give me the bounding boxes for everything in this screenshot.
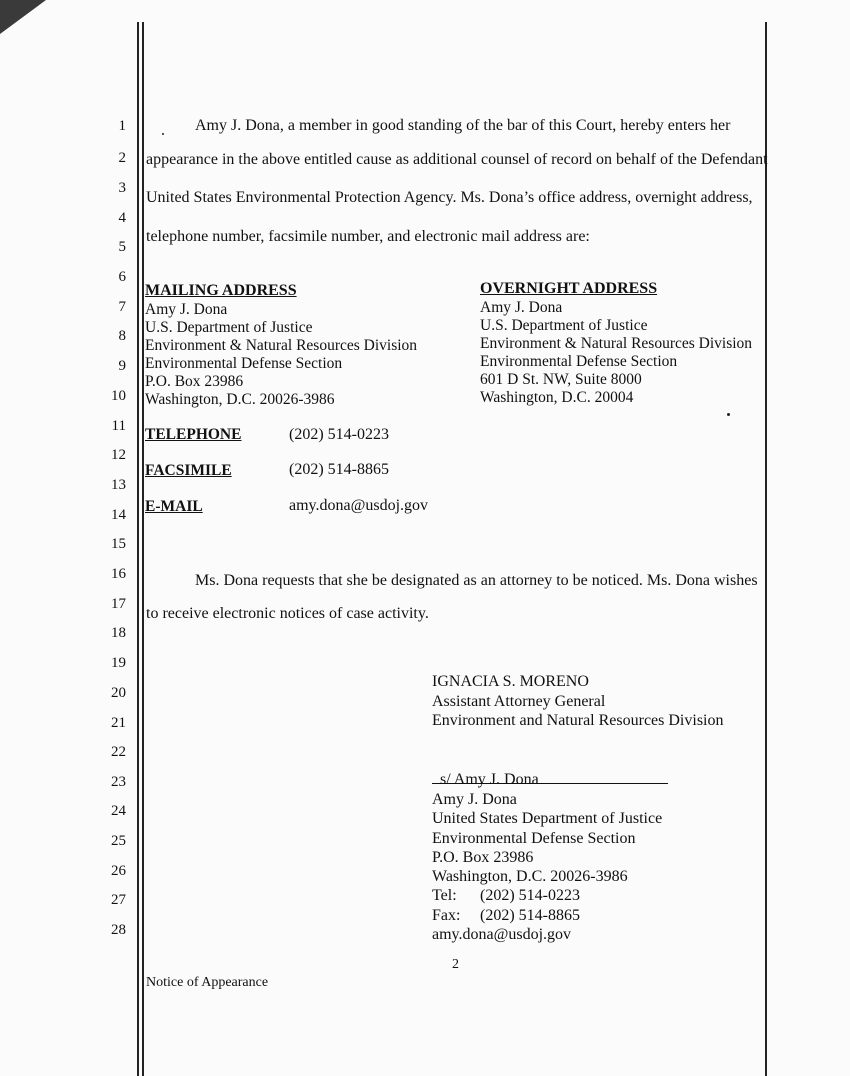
intro-line-3: United States Environmental Protection Agency. Ms. Dona’s office address, overnight address, — [146, 189, 753, 206]
signature-block — [432, 790, 662, 944]
line-number: 15 — [111, 536, 126, 552]
signature-line-text: Environmental Defense Section — [432, 829, 636, 847]
line-number: 27 — [111, 892, 126, 908]
signer-title: Assistant Attorney General — [432, 692, 606, 710]
line-number: 11 — [111, 418, 126, 434]
notice-line-2: to receive electronic notices of case activity. — [146, 605, 429, 622]
line-number: 2 — [118, 150, 126, 166]
line-number: 8 — [118, 328, 126, 344]
address-line: Amy J. Dona — [145, 301, 228, 318]
address-line: U.S. Department of Justice — [145, 319, 313, 336]
intro-line-2: appearance in the above entitled cause as additional counsel of record on behalf of the Defendant — [146, 151, 768, 168]
line-number: 1 — [118, 118, 126, 134]
signature-email: amy.dona@usdoj.gov — [432, 926, 572, 944]
line-number: 23 — [111, 774, 126, 790]
line-number: 18 — [111, 625, 126, 641]
intro-line-4: telephone number, facsimile number, and electronic mail address are: — [146, 228, 590, 245]
signer-division: Environment and Natural Resources Division — [432, 712, 724, 729]
fax-value: (202) 514-8865 — [480, 906, 580, 924]
signature-line-text: Amy J. Dona — [432, 791, 517, 808]
overnight-address-heading: OVERNIGHT ADDRESS — [480, 280, 658, 297]
email-label: E-MAIL — [145, 498, 203, 515]
page-number: 2 — [452, 957, 459, 972]
line-number: 24 — [111, 803, 126, 819]
tel-label: Tel: — [432, 887, 457, 905]
scan-speck — [727, 413, 730, 416]
line-number: 12 — [111, 447, 126, 463]
line-number: 13 — [111, 477, 126, 493]
left-margin-rule-inner — [142, 22, 144, 1076]
electronic-signature: s/ Amy J. Dona — [440, 771, 539, 788]
tel-value: (202) 514-0223 — [480, 887, 580, 905]
right-margin-rule — [765, 22, 767, 1076]
address-line: Environmental Defense Section — [145, 355, 343, 372]
address-line: Environment & Natural Resources Division — [480, 335, 753, 352]
address-line: 601 D St. NW, Suite 8000 — [480, 371, 642, 388]
mailing-address-block — [145, 301, 417, 409]
line-number: 25 — [111, 833, 126, 849]
address-line: Amy J. Dona — [480, 299, 563, 316]
address-line: U.S. Department of Justice — [480, 317, 648, 334]
line-number: 26 — [111, 863, 126, 879]
line-number: 20 — [111, 685, 126, 701]
line-number: 4 — [118, 210, 126, 226]
line-number: 19 — [111, 655, 126, 671]
address-line: P.O. Box 23986 — [145, 373, 244, 390]
facsimile-label: FACSIMILE — [145, 462, 232, 479]
facsimile-value: (202) 514-8865 — [289, 461, 389, 478]
address-line: Washington, D.C. 20004 — [480, 389, 634, 406]
signature-line-text: United States Department of Justice — [432, 810, 663, 828]
signature-line-text: P.O. Box 23986 — [432, 848, 534, 866]
line-number: 28 — [111, 922, 126, 938]
mailing-address-heading: MAILING ADDRESS — [145, 282, 297, 299]
address-line: Environmental Defense Section — [480, 353, 678, 370]
line-number: 16 — [111, 566, 126, 582]
line-number: 14 — [111, 507, 126, 523]
line-number: 22 — [111, 744, 126, 760]
address-line: Washington, D.C. 20026-3986 — [145, 391, 335, 408]
line-number: 9 — [118, 358, 126, 374]
intro-line-1: Amy J. Dona, a member in good standing of the bar of this Court, hereby enters her — [195, 117, 731, 134]
footer-title: Notice of Appearance — [146, 975, 269, 990]
email-value: amy.dona@usdoj.gov — [289, 497, 429, 514]
telephone-label: TELEPHONE — [145, 426, 242, 443]
line-number: 5 — [118, 239, 126, 255]
signature-fax — [432, 906, 662, 925]
line-number: 17 — [111, 596, 126, 612]
line-number: 21 — [111, 715, 126, 731]
line-number: 7 — [118, 299, 126, 315]
telephone-value: (202) 514-0223 — [289, 426, 389, 443]
scan-corner-artifact — [0, 0, 46, 34]
scan-speck — [162, 133, 164, 135]
overnight-address-block — [480, 299, 752, 407]
signature-line-text: Washington, D.C. 20026-3986 — [432, 868, 628, 886]
signer-block — [432, 672, 724, 731]
left-margin-rule-outer — [137, 22, 139, 1076]
fax-label: Fax: — [432, 906, 461, 924]
signature-tel — [432, 886, 662, 905]
signer-name: IGNACIA S. MORENO — [432, 673, 589, 690]
notice-line-1: Ms. Dona requests that she be designated as an attorney to be noticed. Ms. Dona wishes — [195, 572, 758, 589]
address-line: Environment & Natural Resources Division — [145, 337, 418, 354]
line-number: 3 — [118, 180, 126, 196]
line-number: 10 — [111, 388, 126, 404]
line-number: 6 — [118, 269, 126, 285]
